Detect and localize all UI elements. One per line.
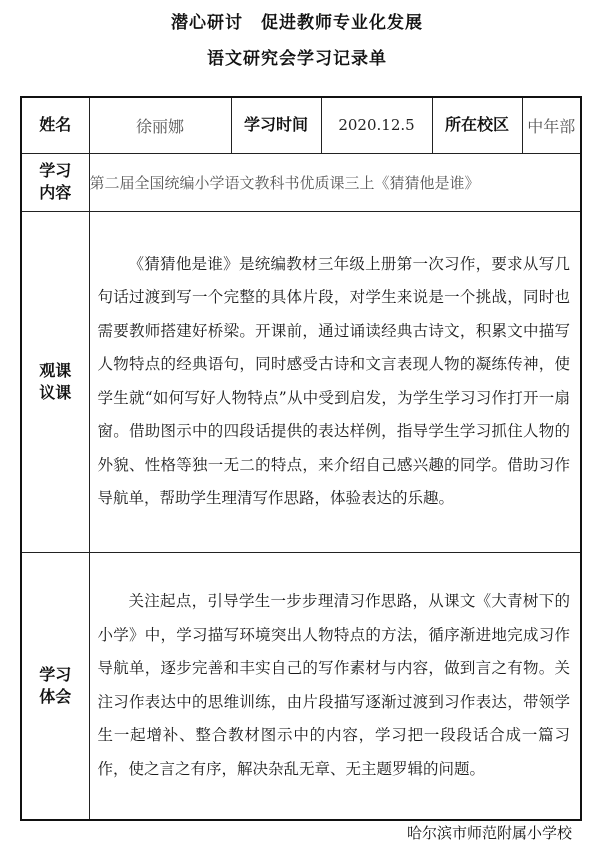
observation-label	[21, 211, 89, 552]
study-content-label-line1: 学习	[39, 161, 72, 180]
time-value: 2020.12.5	[321, 97, 432, 153]
reflection-label-line1: 学习	[39, 664, 72, 684]
document-subtitle: 语文研究会学习记录单	[207, 49, 387, 69]
school-name: 哈尔滨市师范附属小学校	[406, 824, 572, 842]
observation-label-line2: 议课	[39, 382, 72, 402]
campus-label: 所在校区	[432, 97, 522, 153]
reflection-cell	[89, 552, 581, 820]
observation-cell	[89, 211, 581, 552]
study-content-label-line2: 内容	[39, 183, 72, 202]
study-content-row	[21, 153, 581, 211]
name-value: 徐丽娜	[89, 97, 231, 153]
time-label: 学习时间	[231, 97, 321, 153]
study-content-value: 第二届全国统编小学语文教科书优质课三上《猜猜他是谁》	[89, 153, 581, 211]
document-title: 潜心研讨 促进教师专业化发展	[171, 13, 423, 33]
reflection-label-line2: 体会	[39, 686, 72, 706]
campus-value: 中年部	[522, 97, 581, 153]
observation-row	[21, 211, 581, 552]
reflection-row	[21, 552, 581, 820]
record-table	[20, 96, 582, 821]
study-content-label	[21, 153, 89, 211]
reflection-label	[21, 552, 89, 820]
reflection-text: 关注起点，引导学生一步步理清习作思路，从课文《大青树下的小学》中，学习描写环境突出人物特点的方法，循序渐进地完成习作导航单，逐步完善和丰实自己的写作素材与内容，做到言之有物。关注习作表达中的思维训练，由片段描写逐渐过渡到习作表达，带领学生一起增补、整合教材图示中的内容，学习把一段段话合成一篇习作，使之言之有序，解决杂乱无章、无主题罗辑的问题。	[97, 592, 570, 778]
name-label: 姓名	[21, 97, 89, 153]
observation-text: 《猜猜他是谁》是统编教材三年级上册第一次习作，要求从写几句话过渡到写一个完整的具体片段，对学生来说是一个挑战，同时也需要教师搭建好桥梁。开课前，通过诵读经典古诗文，积累文中描写人物特点的经典语句，同时感受古诗和文言表现人物的凝练传神，使学生就“如何写好人物特点”从中受到启发，为学生学习习作打开一扇窗。借助图示中的四段话提供的表达样例，指导学生学习抓住人物的外貌、性格等独一无二的特点，来介绍自己感兴趣的同学。借助习作导航单，帮助学生理清写作思路，体验表达的乐趣。	[97, 254, 570, 507]
basic-info-row	[21, 97, 581, 153]
observation-label-line1: 观课	[39, 360, 72, 380]
